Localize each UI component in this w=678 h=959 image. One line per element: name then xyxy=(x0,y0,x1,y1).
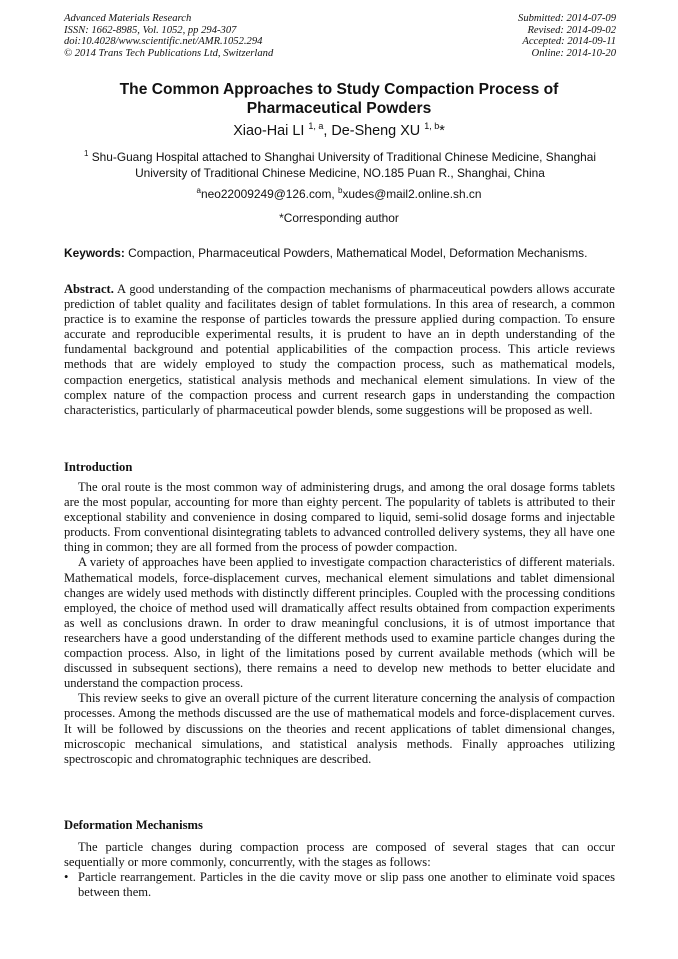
paper-title: The Common Approaches to Study Compaction Process of Pharmaceutical Powders xyxy=(119,81,559,117)
online-date: Online: 2014-10-20 xyxy=(531,47,616,59)
email-link[interactable]: xudes@mail2.online.sh.cn xyxy=(342,187,482,201)
doi-line: doi:10.4028/www.scientific.net/AMR.1052.294 xyxy=(64,36,263,48)
journal-name: Advanced Materials Research xyxy=(64,13,192,24)
author-affiliation-mark: 1, a xyxy=(308,121,324,131)
list-item-text: Particle rearrangement. Particles in the die cavity move or slip pass one another to eliminate void spaces between them. xyxy=(78,870,615,900)
author-emails xyxy=(60,187,618,202)
bullet-icon: • xyxy=(64,870,69,885)
corresponding-author-note: *Corresponding author xyxy=(279,211,399,225)
corresponding-mark: * xyxy=(439,123,445,139)
paragraph: The particle changes during compaction process are composed of several stages that can occur sequentially or more commonly, concurrently, with the stages as follows: xyxy=(64,840,615,870)
affiliation xyxy=(64,149,616,181)
affiliation-number: 1 xyxy=(83,149,89,158)
abstract-text: A good understanding of the compaction mechanisms of pharmaceutical powders allows accurate prediction of tablet quality and facilitates design of tablet formulations. In this area of research, a common practice is to examine the response of particles towards the pressure applied during compaction. To ensure accurate and reproducible experimental results, it is prudent to have an in depth understanding of the fundamental background and potential applicabilities of the compaction process. This article reviews methods that are widely employed to study the compaction process, such as mathematical models, compaction energetics, statistical analysis methods and mechanical element simulations. In view of the complex nature of the compaction process and current research gaps in understanding the compaction characteristics, particularly of pharmaceutical powder blends, some suggestions will be proposed as well. xyxy=(64,282,615,417)
keywords xyxy=(64,246,616,261)
author-list xyxy=(60,122,618,140)
email-mark: a xyxy=(196,186,201,195)
email-separator: , xyxy=(331,187,339,201)
keywords-label: Keywords: xyxy=(64,246,125,260)
abstract-label: Abstract. xyxy=(64,282,114,296)
paragraph: This review seeks to give an overall picture of the current literature concerning the analysis of compaction processes. Among the methods discussed are the use of mathematical models and force-displacement curves. It will be followed by discussions on the theories and recent applications of tablet dimensional changes, microscopic mechanical simulations, and statistical analysis methods. Finally approaches utilizing spectroscopic and chromatographic techniques are described. xyxy=(64,691,615,766)
author-affiliation-mark: 1, b xyxy=(424,121,440,131)
section-heading-deformation: Deformation Mechanisms xyxy=(64,818,203,832)
copyright-line: © 2014 Trans Tech Publications Ltd, Switzerland xyxy=(64,47,274,59)
abstract xyxy=(64,282,615,418)
section-heading-introduction: Introduction xyxy=(64,460,133,474)
submitted-date: Submitted: 2014-07-09 xyxy=(518,13,616,24)
journal-info xyxy=(64,13,273,59)
keywords-text: Compaction, Pharmaceutical Powders, Mathematical Model, Deformation Mechanisms. xyxy=(128,246,588,260)
email-mark: b xyxy=(338,186,343,195)
paragraph: A variety of approaches have been applied to investigate compaction characteristics of different materials. Mathematical models, force-displacement curves, mechanical element simulations and tablet dimensional changes are widely used methods with distinctly different principles. Coupled with the processing conditions employed, the choice of method used will dramatically affect results obtained from compaction experiments as well as conclusions drawn. In order to draw meaningful conclusions, it is of utmost importance that researchers have a good understanding of the different methods used to examine particle changes during the compaction process. Also, in light of the limitations posed by current available methods (which will be discussed in subsequent sections), there remains a need to develop new methods to better elucidate and understand the compaction process. xyxy=(64,555,615,691)
list-item xyxy=(64,870,615,900)
issn-line: ISSN: 1662-8985, Vol. 1052, pp 294-307 xyxy=(64,24,237,36)
author-name: De-Sheng XU xyxy=(331,123,421,139)
introduction-section xyxy=(64,480,615,767)
submission-dates xyxy=(518,13,616,59)
affiliation-text: Shu-Guang Hospital attached to Shanghai University of Traditional Chinese Medicine, Shanghai University of Traditional Chinese Medicine, NO.185 Puan R., Shanghai, China xyxy=(91,150,597,180)
author-name: Xiao-Hai LI xyxy=(233,123,305,139)
paragraph: The oral route is the most common way of administering drugs, and among the oral dosage forms tablets are the most popular, accounting for more than eighty percent. The popularity of tablets is attributed to their exceptional stability and convenience in dosing compared to liquid, semi-solid dosage forms and injectable products. From conventional disintegrating tablets to advanced controlled delivery systems, they all have one thing in common; they are all formed from the process of powder compaction. xyxy=(64,480,615,555)
email-link[interactable]: neo22009249@126.com xyxy=(200,187,332,201)
deformation-section xyxy=(64,840,615,900)
revised-date: Revised: 2014-09-02 xyxy=(527,24,616,36)
author-separator: , xyxy=(323,123,332,139)
accepted-date: Accepted: 2014-09-11 xyxy=(522,36,616,48)
